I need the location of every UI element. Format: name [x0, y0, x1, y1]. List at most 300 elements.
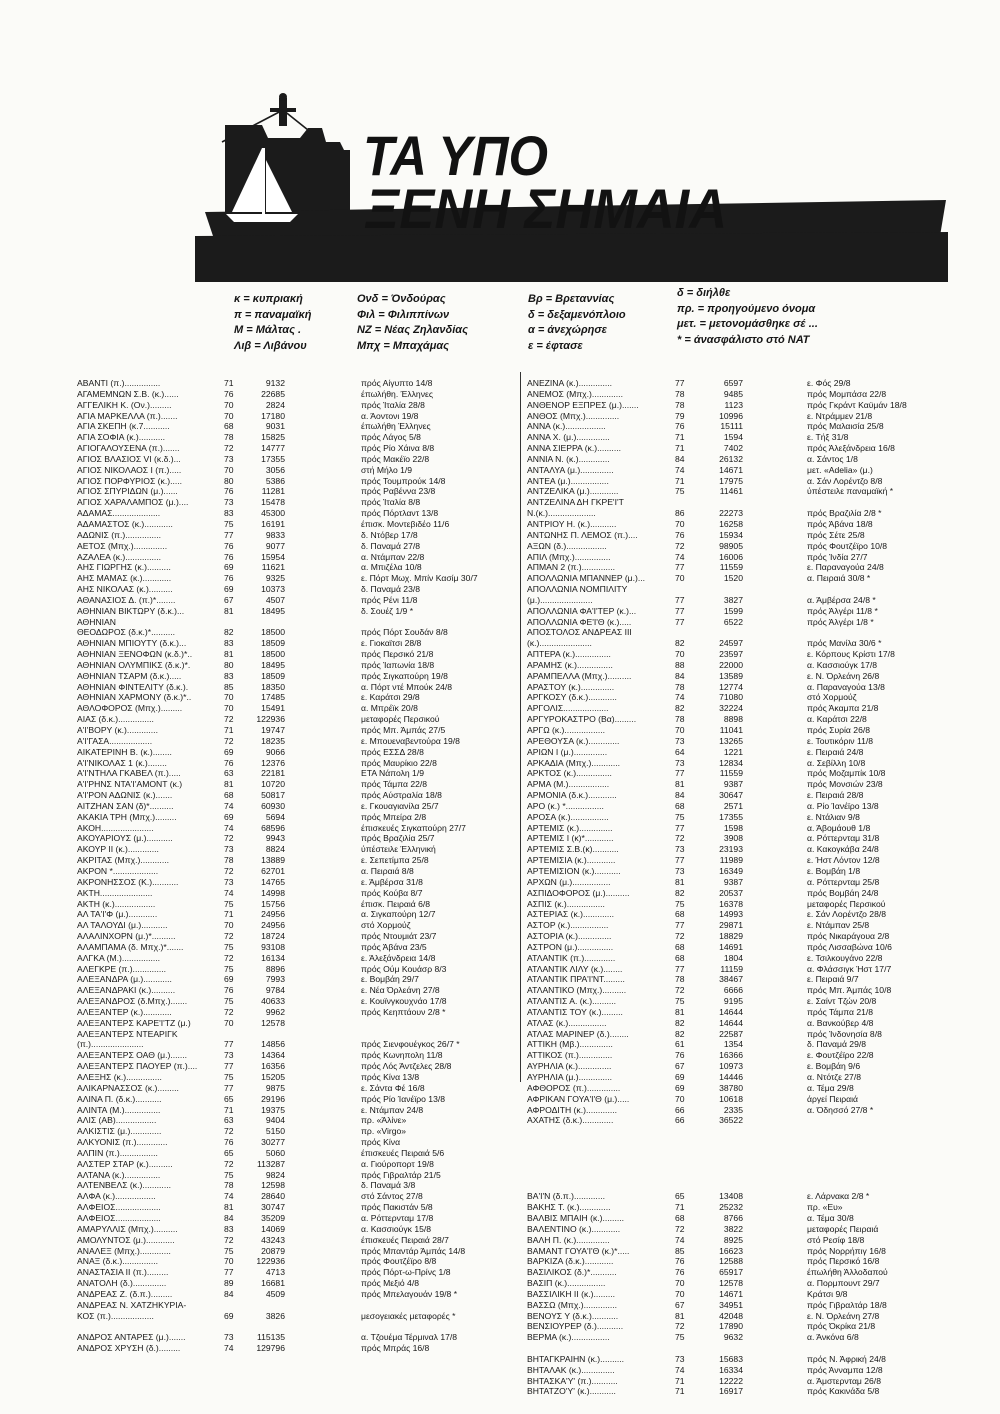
status: πρός Ίνδία 27/7 [807, 551, 868, 562]
ship-name: ΑΣΤΕΡΙΑΣ (κ.)............. [527, 909, 615, 920]
tonnage: 12598 [261, 1180, 285, 1191]
legend-item: πρ. = προηγούμενο όνομα [677, 302, 816, 315]
ship-name: ΑΠΟΛΛΩΝΙΑ ΜΠΑΝΝΕΡ (μ.)... [527, 573, 646, 584]
legend-item: κ = κυπριακή [234, 293, 303, 305]
tonnage: 1594 [723, 432, 743, 443]
ship-name: ΑΙΤΖΗΑΝ ΣΑΝ (δ)*.......... [77, 800, 174, 811]
ship-name: ΒΕΝΟΥΣ Υ (δ.κ.)........... [527, 1310, 619, 1321]
legend-col-3 [528, 292, 626, 354]
flag-year: 77 [224, 1267, 234, 1278]
ship-row [527, 1148, 967, 1159]
flag-year: 72 [675, 1223, 685, 1234]
ship-name: ΑΡΑΣΤΟΥ (κ.).............. [527, 681, 615, 692]
ship-name: ΑΙΚΑΤΕΡΙΝΗ Β. (κ.)........ [77, 746, 172, 757]
flag-year: 76 [224, 573, 234, 584]
flag-year: 76 [224, 388, 234, 399]
flag-year: 74 [675, 464, 685, 475]
ship-name: ΑΤΛΑΣ (κ.)................ [527, 1017, 607, 1028]
status: πρός Ρένι 11/8 [361, 594, 418, 605]
status: α. Άμβέρσα 24/8 * [807, 594, 876, 605]
ship-row [77, 486, 513, 497]
flag-year: 67 [675, 1299, 685, 1310]
status: πρός Μαλαισία 25/8 [807, 421, 884, 432]
tonnage: 18724 [261, 931, 285, 942]
status: πρός Νορρήπιγ 16/8 [807, 1245, 886, 1256]
flag-year: 72 [224, 1126, 234, 1137]
ship-row [527, 649, 967, 660]
flag-year: 70 [224, 703, 234, 714]
ship-row [527, 1029, 967, 1040]
ship-row [77, 584, 513, 595]
ship-row [77, 1256, 513, 1267]
tonnage: 34951 [719, 1299, 743, 1310]
ship-row [527, 801, 967, 812]
tonnage: 2824 [265, 399, 285, 410]
ship-row [77, 714, 513, 725]
status: α. Ρίο Ίανέϊρο 13/8 [807, 800, 879, 811]
ship-row [527, 1072, 967, 1083]
ship-row [527, 476, 967, 487]
status: ε. Καράτσι 29/8 [361, 692, 420, 703]
flag-year: 75 [675, 996, 685, 1007]
tonnage: 11559 [719, 768, 743, 779]
flag-year: 72 [224, 714, 234, 725]
tonnage: 15825 [261, 432, 285, 443]
ship-row [77, 1159, 513, 1170]
ship-name: ΑΛΙΝΤΑ (Μ.)............... [77, 1104, 161, 1115]
ship-name: ΑΣΤΟΡΙΑ (κ.).............. [527, 931, 612, 942]
ship-name: ΒΑΣΙΛΙΚΟΣ (δ.)*........... [527, 1267, 617, 1278]
flag-year: 77 [224, 1061, 234, 1072]
ship-name: ΑΡΕΘΟΥΣΑ (κ.)............. [527, 735, 620, 746]
flag-year: 74 [675, 551, 685, 562]
tonnage: 22587 [719, 1028, 743, 1039]
ship-row [77, 779, 513, 790]
ship-row [77, 497, 513, 508]
flag-year: 70 [224, 464, 234, 475]
flag-year: 68 [675, 909, 685, 920]
ship-row [527, 942, 967, 953]
tonnage: 14446 [719, 1072, 743, 1082]
status: στό Χορμούζ [807, 692, 857, 703]
ship-name: ΑΓΙΑ ΣΚΕΠΗ (κ.7........... [77, 421, 170, 432]
legend-item: δ = δεξαμενόπλοιο [528, 308, 626, 321]
tonnage: 14856 [261, 1039, 285, 1050]
status: στό Ρεσίφ 18/8 [807, 1234, 865, 1245]
ship-name: ΒΑΛΕΝΤΙΝΟ (κ.)............ [527, 1223, 621, 1234]
status: πρός Άλγέρι 11/8 * [807, 605, 878, 616]
tonnage: 12376 [261, 757, 285, 768]
ship-name: ΑΡΧΩΝ (μ.)................ [527, 876, 611, 887]
ship-row [527, 573, 967, 584]
flag-year: 70 [224, 1256, 234, 1267]
ship-name: ΑΚΟΥΡ ΙΙ (κ.)............. [77, 844, 159, 855]
legend-item: * = άνασφάλιστο στό ΝΑΤ [677, 333, 810, 346]
tonnage: 115135 [256, 1332, 285, 1343]
flag-year: 70 [224, 399, 234, 410]
status: πρός Μπράς 16/8 [361, 1343, 430, 1354]
tonnage: 20537 [719, 887, 743, 898]
flag-year: 80 [224, 659, 234, 670]
ship-name: ΑΛΕΓΚΡΕ (π.).............. [77, 963, 166, 974]
column-divider [520, 372, 521, 1082]
ship-row [527, 1376, 967, 1387]
status: έπισκευές Πειραιά 28/7 [361, 1234, 449, 1245]
ship-row [77, 996, 513, 1007]
status: πρός Νικαράγουα 2/8 [807, 931, 890, 942]
status: πρός Συρία 26/8 [807, 725, 871, 735]
ship-row [77, 1343, 513, 1354]
ship-name: ΒΑΡΚΙΖΑ (δ.κ.)............ [527, 1256, 614, 1267]
flag-year: 77 [675, 605, 685, 616]
ship-row [527, 400, 967, 411]
flag-year: 81 [675, 1310, 685, 1321]
flag-year: 75 [224, 898, 234, 909]
flag-year: 68 [675, 941, 685, 952]
ship-row [77, 530, 513, 541]
flag-year: 77 [675, 855, 685, 866]
ship-row [77, 747, 513, 758]
status: δ. Σουέζ 1/9 * [361, 605, 414, 616]
ship-name: ΑΝΕΜΟΣ (Μπχ.)............. [527, 388, 623, 399]
status: πρός Κακινάδα 5/8 [807, 1386, 880, 1397]
ship-row [77, 617, 513, 628]
ship-name: ΑΛΦΑ (κ.)................. [77, 1191, 156, 1202]
status: πρός Γιβραλτάρ 18/8 [807, 1299, 887, 1310]
ship-row [527, 1289, 967, 1300]
ship-row [527, 1050, 967, 1061]
ship-name: ΑΖΑΛΕΑ (κ.)............... [77, 551, 162, 562]
flag-year: 68 [224, 790, 234, 801]
status: ε. Παραναγούα 24/8 [807, 562, 884, 573]
ship-row [527, 443, 967, 454]
tonnage: 12834 [719, 757, 743, 768]
ship-row [527, 638, 967, 649]
tonnage: 17180 [261, 410, 285, 421]
flag-year: 69 [224, 811, 234, 822]
ship-name: ΑΘΛΟΦΟΡΟΣ (Μπχ.)......... [77, 703, 183, 714]
tonnage: 4509 [265, 1288, 285, 1299]
flag-year: 77 [224, 1039, 234, 1050]
ship-name: ΑΝΑΤΟΛΗ (δ.).............. [77, 1278, 167, 1289]
tonnage: 10618 [719, 1093, 743, 1104]
ship-name: ΑΤΛΑΝΤΙΣ Α. (κ.).......... [527, 996, 617, 1007]
ship-row [77, 1018, 513, 1029]
tonnage: 18500 [261, 649, 285, 660]
status: α. Τέμα 29/8 [807, 1082, 854, 1093]
ship-name: ΑΝΕΖΙΝΑ (κ.).............. [527, 378, 612, 388]
status: ε. Σάν Λορέντζο 28/8 [807, 909, 887, 920]
status: μεσογειακές μεταφορές * [361, 1310, 456, 1321]
status: πρός Ραβέννα 23/8 [361, 486, 436, 497]
flag-year: 80 [224, 475, 234, 486]
ship-name: (π.)...................... [77, 1039, 144, 1050]
ship-name: ΑΛΑΛΙΝΧΟΡΝ (μ.)*.......... [77, 931, 176, 942]
status: έπωλήθη. Έλληνες [361, 388, 433, 399]
status: ε. Κόρπους Κρίστι 17/8 [807, 649, 895, 660]
ship-row [527, 432, 967, 443]
tonnage: 11989 [719, 855, 743, 866]
flag-year: 86 [675, 508, 685, 519]
flag-year: 83 [224, 638, 234, 649]
ship-row [77, 1321, 513, 1332]
ship-name: ΘΕΟΔΩΡΟΣ (δ.κ.)*.......... [77, 627, 176, 638]
flag-year: 68 [675, 800, 685, 811]
legend-item: μετ. = μετονομάσθηκε σέ ... [677, 318, 818, 330]
tonnage: 23597 [719, 649, 743, 660]
legend-item: Μπχ = Μπαχάμας [357, 339, 450, 352]
tonnage: 1221 [723, 746, 743, 757]
ship-name: ΑΝΝΙΑ Ν. (κ.)............. [527, 453, 610, 464]
ship-name: Α'Ι'ΡΟΝ ΑΔΩΝΙΣ (κ.)....... [77, 790, 173, 801]
ship-name: ΑΛΚΙΣΤΙΣ (μ.)............. [77, 1126, 162, 1137]
flag-year: 75 [675, 898, 685, 909]
ship-row [77, 400, 513, 411]
ship-row [527, 714, 967, 725]
flag-year: 85 [675, 1245, 685, 1256]
tonnage: 9404 [265, 1115, 285, 1126]
ship-name: ΑΡΓΩ (κ.)................. [527, 725, 606, 735]
ship-row [527, 692, 967, 703]
ship-row [77, 1137, 513, 1148]
ship-row [77, 649, 513, 660]
ship-row [527, 627, 967, 638]
tonnage: 14691 [719, 941, 743, 952]
flag-year: 77 [675, 378, 685, 388]
tonnage: 18495 [261, 605, 285, 616]
status: πρός Κίνα [361, 1137, 401, 1148]
ship-name: ΑΡΓΥΡΟΚΑΣΤΡΟ (Βα)......... [527, 714, 637, 725]
ship-name: ΑΡΟΣΑ (κ.)................ [527, 811, 609, 822]
flag-year: 75 [224, 1245, 234, 1256]
flag-year: 71 [675, 475, 685, 486]
flag-year: 75 [224, 963, 234, 974]
flag-year: 83 [224, 508, 234, 519]
status: πρός Όκρίκα 21/8 [807, 1321, 876, 1332]
flag-year: 70 [675, 1288, 685, 1299]
status: ε. Λάρνακα 2/8 * [807, 1191, 870, 1202]
tonnage: 18829 [719, 931, 743, 942]
flag-year: 73 [675, 865, 685, 876]
flag-year: 76 [675, 1050, 685, 1061]
flag-year: 83 [224, 670, 234, 681]
ship-name: ΑΘΗΝΙΑΝ ΜΠΙΟΥΤΥ (δ.κ.)... [77, 638, 187, 649]
ship-row [527, 1115, 967, 1126]
tonnage: 16378 [719, 898, 743, 909]
status: ε. Ήστ Λόντον 12/8 [807, 855, 880, 866]
status: ε. Κουϊνγκουχνάο 17/8 [361, 996, 447, 1007]
tonnage: 9485 [723, 388, 743, 399]
ship-row [527, 790, 967, 801]
ship-name: ΑΘΗΝΙΑΝ ΧΑΡΜΟΝΥ (δ.κ.)*.. [77, 692, 192, 703]
status: πρός Αίγυπτο 14/8 [361, 378, 433, 388]
ship-name: ΑΓΓΕΛΙΚΗ Κ. (Ον.)......... [77, 399, 172, 410]
status: πρός Λάγος 5/8 [361, 432, 421, 443]
ship-name: ΑΠΤΕΡΑ (κ.)............... [527, 649, 611, 660]
ship-row [77, 1029, 513, 1040]
flag-year: 72 [224, 443, 234, 454]
status: ε. Πειραιά 9/7 [807, 974, 859, 985]
flag-year: 81 [675, 876, 685, 887]
status: δ. Παναμά 3/8 [361, 1180, 416, 1191]
ship-name: ΑΜΟΛΥΝΤΟΣ (μ.)............ [77, 1234, 175, 1245]
ship-row [527, 736, 967, 747]
ship-name: ΑΛ ΤΑ'Ι'Φ (μ.)............ [77, 909, 158, 920]
status: πρός Μπ. Άμπάς 27/5 [361, 725, 446, 735]
ship-name: ΑΡΓΟΛΙΣ................... [527, 703, 609, 714]
ship-name: ΑΛΕΞΑΝΔΡΑ (μ.)............ [77, 974, 172, 985]
status: πρός Άλεξάνδρεια 16/8 [807, 443, 895, 454]
ship-name: ΑΡΤΕΜΙΣ Σ.Β.(κ)........... [527, 844, 619, 855]
status: πρός ΕΣΣΔ 28/8 [361, 746, 424, 757]
ship-row [77, 692, 513, 703]
ship-row [77, 1191, 513, 1202]
status: ύπέστειλε παναμαϊκή * [807, 486, 894, 497]
tonnage: 1598 [723, 822, 743, 833]
tonnage: 3908 [723, 833, 743, 844]
status: πρός Μεξιό 4/8 [361, 1278, 419, 1289]
ship-name: ΒΗΤΑΓΚΡΑΙΗΝ (κ.).......... [527, 1353, 625, 1364]
ship-name: ΑΝΤΩΝΗΣ Π. ΛΕΜΟΣ (π.).... [527, 529, 638, 540]
ship-name: ΑΡΑΜΠΕΛΛΑ (Μπχ.).......... [527, 670, 632, 681]
tonnage: 1123 [724, 399, 743, 410]
tonnage: 13889 [261, 855, 285, 866]
ship-row [527, 964, 967, 975]
flag-year: 66 [675, 1115, 685, 1126]
ship-row [77, 931, 513, 942]
ship-row [77, 736, 513, 747]
tonnage: 14777 [261, 443, 285, 454]
flag-year: 71 [675, 443, 685, 454]
ship-row [527, 1224, 967, 1235]
ship-name: ΑΓΙΟΣ ΒΛΑΣΙΟΣ VI (κ.δ.)... [77, 453, 181, 464]
flag-year: 76 [224, 551, 234, 562]
ship-row [77, 1050, 513, 1061]
tonnage: 14765 [261, 876, 285, 887]
flag-year: 74 [675, 692, 685, 703]
ship-row [527, 812, 967, 823]
right-ship-list [527, 378, 967, 1397]
ship-name: ΑΦΡΙΚΑΝ ΓΟΥΑ'Ι'Θ (μ.)..... [527, 1093, 630, 1104]
ship-row [527, 974, 967, 985]
flag-year: 74 [224, 800, 234, 811]
tonnage: 14069 [261, 1223, 285, 1234]
status: πρός Άβάνα 18/8 [807, 518, 873, 529]
ship-name: ΑΛΠΙΝ (π.)................ [77, 1147, 158, 1158]
ship-row [77, 1039, 513, 1050]
tonnage: 42048 [719, 1310, 743, 1321]
flag-year: 69 [675, 1082, 685, 1093]
flag-year: 73 [224, 876, 234, 887]
flag-year: 78 [224, 1180, 234, 1191]
ship-row [77, 703, 513, 714]
status: πρός Τάμπα 21/8 [807, 1006, 874, 1017]
tonnage: 9824 [265, 1169, 285, 1180]
tonnage: 122936 [256, 714, 285, 725]
flag-year: 76 [675, 1256, 685, 1267]
status: ε. Σαίντ Τζών 20/8 [807, 996, 877, 1007]
flag-year: 63 [224, 768, 234, 779]
tonnage: 9325 [265, 573, 285, 584]
status: α. Ντότζε 27/8 [807, 1072, 862, 1082]
tonnage: 15934 [719, 529, 743, 540]
ship-row [77, 1202, 513, 1213]
flag-year: 64 [675, 746, 685, 757]
tonnage: 8896 [265, 963, 285, 974]
tonnage: 14671 [719, 464, 743, 475]
tonnage: 16356 [261, 1061, 285, 1072]
flag-year: 69 [224, 974, 234, 985]
tonnage: 10720 [261, 779, 285, 790]
ship-row [77, 1180, 513, 1191]
status: πρ. «Άλίνε» [361, 1115, 407, 1126]
status: μεταφορές Περσικού [361, 714, 440, 725]
flag-year: 73 [224, 844, 234, 855]
tonnage: 38467 [719, 974, 743, 985]
status: πρός Αύστραλία 18/8 [361, 790, 442, 801]
tonnage: 9132 [265, 378, 285, 388]
tonnage: 40633 [261, 996, 285, 1007]
status: πρός Κεηπτάουν 2/8 * [361, 1006, 446, 1017]
ship-name: ΑΠΙΛ (Μπχ.)............... [527, 551, 611, 562]
ship-row [77, 1083, 513, 1094]
status: α. Άμστερνταμ 26/8 [807, 1375, 881, 1386]
ship-row [527, 844, 967, 855]
ship-name: ΑΘΗΝΙΑΝ ΟΛΥΜΠΙΚΣ (δ.κ.)*. [77, 659, 191, 670]
flag-year: 76 [224, 985, 234, 996]
flag-year: 77 [675, 594, 685, 605]
ship-row [527, 411, 967, 422]
flag-year: 72 [675, 540, 685, 551]
ship-name: ΑΣΤΟΡ (κ.)................ [527, 920, 609, 931]
status: ε. Ν. Όρλεάνη 27/8 [807, 1310, 880, 1321]
ship-row [527, 833, 967, 844]
status: πρός Μοζαμπίκ 10/8 [807, 768, 886, 779]
tonnage: 30647 [719, 790, 743, 801]
status: α. Κασσιούγκ 17/8 [807, 659, 878, 670]
tonnage: 4507 [265, 594, 285, 605]
tonnage: 93108 [261, 941, 285, 952]
status: ε. Φουτζέϊρο 22/8 [807, 1050, 874, 1061]
flag-year: 67 [675, 1061, 685, 1072]
ship-row [77, 1115, 513, 1126]
ship-name: ΑΚΟΗ...................... [77, 822, 154, 833]
status: πρός Περσικό 16/8 [807, 1256, 880, 1267]
flag-year: 72 [224, 1234, 234, 1245]
ship-name: ΑΝΤΡΙΟΥ Η. (κ.)........... [527, 518, 617, 529]
status: α. Ρόττερνταμ 17/8 [361, 1212, 434, 1223]
status: πρός Φουτζέϊρο 10/8 [807, 540, 888, 551]
status: α. Φλάσσιγκ Ήστ 17/7 [807, 963, 892, 974]
ship-row [77, 823, 513, 834]
legend-item: ΝΖ = Νέας Ζηλανδίας [357, 324, 468, 336]
ship-row [77, 1126, 513, 1137]
ship-name: ΑΤΛΑΝΤΙΚ (π.)............. [527, 952, 616, 963]
flag-year: 74 [675, 1234, 685, 1245]
status: πρός Μανίλα 30/6 * [807, 638, 882, 649]
status: α. Ρόττερνταμ 31/8 [807, 833, 880, 844]
flag-year: 78 [675, 681, 685, 692]
ship-row [77, 552, 513, 563]
ship-row [77, 844, 513, 855]
flag-year: 72 [224, 1006, 234, 1017]
ship-name: ΑΣΠΙΔΟΦΟΡΟΣ (μ.).......... [527, 887, 630, 898]
ship-name: ΑΝΔΡΟΣ ΑΝΤΑΡΕΣ (μ.)....... [77, 1332, 186, 1343]
ship-row [77, 1278, 513, 1289]
ship-name: ΑΜΑΡΥΛΛΙΣ (Μπχ.).......... [77, 1223, 178, 1234]
ship-name: ΑΓΙΑ ΜΑΡΚΕΛΛΑ (π.)....... [77, 410, 178, 421]
ship-name: ΑΓΑΜΕΜΝΩΝ Σ.Β. (κ.)...... [77, 388, 179, 399]
